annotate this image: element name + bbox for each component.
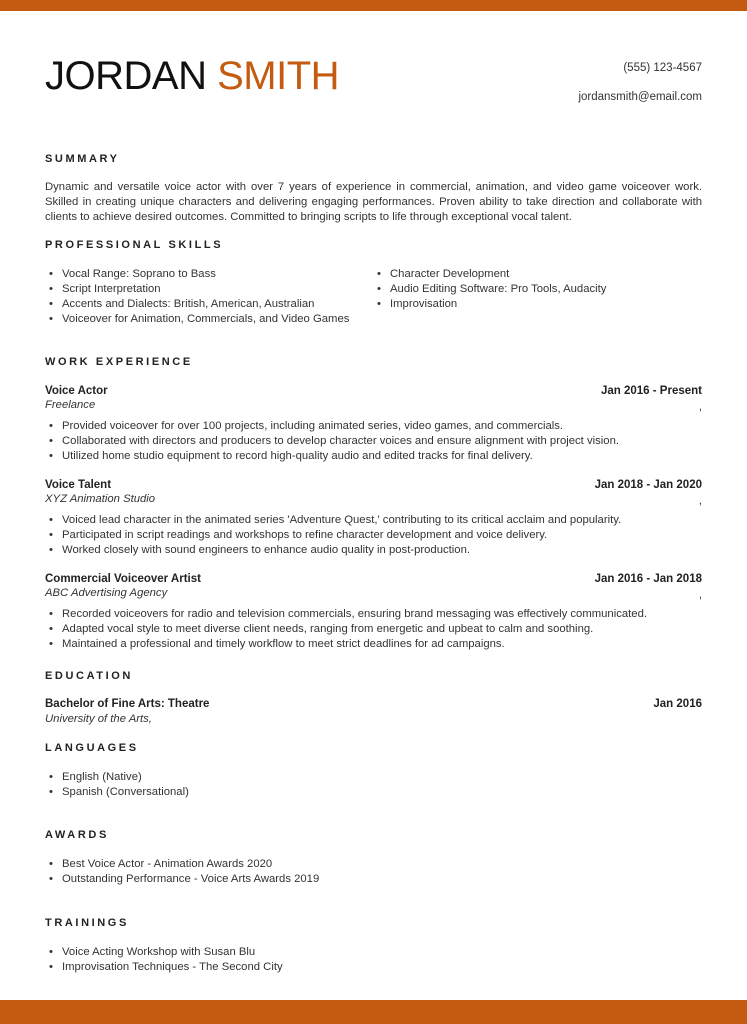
experience-heading: WORK EXPERIENCE: [45, 356, 193, 368]
trainings-list: [45, 945, 283, 975]
degree-title: Bachelor of Fine Arts: Theatre: [45, 698, 210, 710]
award-item: • Best Voice Actor - Animation Awards 2020: [45, 857, 319, 872]
skill-item: • Script Interpretation: [45, 282, 349, 297]
skills-list-left: [45, 267, 349, 327]
languages-heading: LANGUAGES: [45, 742, 139, 754]
skill-item: • Audio Editing Software: Pro Tools, Audacity: [373, 282, 606, 297]
job-bullet: • Worked closely with sound engineers to enhance audio quality in post-production.: [45, 543, 621, 558]
awards-heading: AWARDS: [45, 829, 109, 841]
job-title: Voice Actor: [45, 385, 108, 397]
top-accent-bar: [0, 0, 747, 11]
first-name: JORDAN: [45, 54, 207, 98]
job-bullets: [45, 419, 619, 464]
job-dates: Jan 2018 - Jan 2020: [594, 479, 702, 491]
job-bullet: • Collaborated with directors and producers to develop character voices and ensure alignment with project vision.: [45, 434, 619, 449]
job-bullet: • Voiced lead character in the animated series 'Adventure Quest,' contributing to its critical acclaim and popularity.: [45, 513, 621, 528]
job-bullet: • Maintained a professional and timely workflow to meet strict deadlines for ad campaigns.: [45, 637, 647, 652]
training-item: • Improvisation Techniques - The Second City: [45, 960, 283, 975]
job-bullet: • Adapted vocal style to meet diverse client needs, ranging from energetic and upbeat to calm and soothing.: [45, 622, 647, 637]
job-bullets: [45, 513, 621, 558]
job-location: ,: [698, 495, 702, 507]
job-dates: Jan 2016 - Present: [600, 385, 702, 397]
job-bullet: • Participated in script readings and workshops to refine character development and voice delivery.: [45, 528, 621, 543]
candidate-name: [45, 52, 339, 100]
award-item: • Outstanding Performance - Voice Arts Awards 2019: [45, 872, 319, 887]
job-organization: Freelance: [45, 399, 96, 411]
summary-text: Dynamic and versatile voice actor with over 7 years of experience in commercial, animation, and video game voiceover work. Skilled in creating unique characters and delivering engaging performances. Proven ability to take direction and collaborate with clients to achieve desired outcomes. Committed to bringing scripts to life through exceptional vocal talent.: [45, 181, 702, 223]
skill-item: • Accents and Dialects: British, American, Australian: [45, 297, 349, 312]
trainings-heading: TRAININGS: [45, 917, 129, 929]
skill-item: • Voiceover for Animation, Commercials, and Video Games: [45, 312, 349, 327]
languages-list: [45, 770, 189, 800]
awards-list: [45, 857, 319, 887]
job-bullet: • Utilized home studio equipment to record high-quality audio and edited tracks for final delivery.: [45, 449, 619, 464]
job-dates: Jan 2016 - Jan 2018: [594, 573, 702, 585]
training-item: • Voice Acting Workshop with Susan Blu: [45, 945, 283, 960]
job-organization: XYZ Animation Studio: [45, 493, 156, 505]
education-date: Jan 2016: [653, 698, 702, 710]
skills-list-right: [373, 267, 606, 312]
school-name: University of the Arts,: [45, 713, 152, 725]
education-heading: EDUCATION: [45, 670, 133, 682]
email-address: jordansmith@email.com: [578, 91, 702, 103]
job-title: Commercial Voiceover Artist: [45, 573, 201, 585]
job-location: ,: [698, 589, 702, 601]
bottom-accent-bar: [0, 1000, 747, 1024]
job-bullet: • Provided voiceover for over 100 projects, including animated series, video games, and commercials.: [45, 419, 619, 434]
skill-item: • Vocal Range: Soprano to Bass: [45, 267, 349, 282]
job-bullet: • Recorded voiceovers for radio and television commercials, ensuring brand messaging was effectively communicated.: [45, 607, 647, 622]
job-location: ,: [698, 401, 702, 413]
job-title: Voice Talent: [45, 479, 112, 491]
skill-item: • Character Development: [373, 267, 606, 282]
skill-item: • Improvisation: [373, 297, 606, 312]
job-organization: ABC Advertising Agency: [45, 587, 168, 599]
phone-number: (555) 123-4567: [623, 62, 702, 74]
skills-heading: PROFESSIONAL SKILLS: [45, 239, 224, 251]
job-bullets: [45, 607, 647, 652]
last-name: SMITH: [217, 54, 340, 98]
language-item: • Spanish (Conversational): [45, 785, 189, 800]
language-item: • English (Native): [45, 770, 189, 785]
summary-heading: SUMMARY: [45, 153, 120, 165]
